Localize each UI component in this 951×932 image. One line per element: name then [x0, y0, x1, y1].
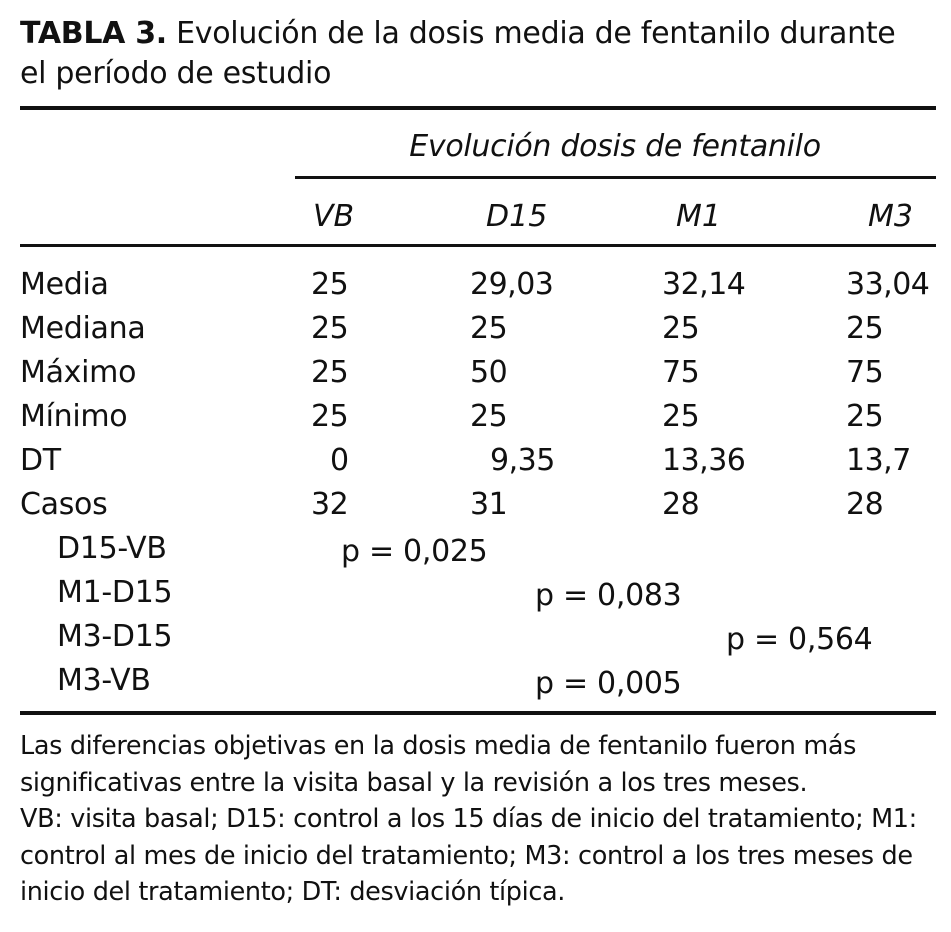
top-rule: [20, 106, 936, 110]
p-value-m3-d15: p = 0,564: [726, 622, 873, 657]
cell-minimo-m3: 25: [846, 399, 884, 434]
column-header-m3: M3: [868, 199, 913, 234]
cell-minimo-vb: 25: [311, 399, 349, 434]
cell-media-d15: 29,03: [470, 267, 554, 302]
cell-dt-m1: 13,36: [662, 443, 746, 478]
group-header-rule: [295, 176, 936, 179]
comparison-label-d15-vb: D15-VB: [57, 531, 167, 566]
cell-mediana-vb: 25: [311, 311, 349, 346]
comparison-label-m3-d15: M3-D15: [57, 619, 173, 654]
table-number: TABLA 3.: [20, 16, 167, 51]
cell-maximo-vb: 25: [311, 355, 349, 390]
header-rule: [20, 244, 936, 247]
group-header: Evolución dosis de fentanilo: [409, 129, 821, 164]
comparison-label-m1-d15: M1-D15: [57, 575, 173, 610]
comparison-label-m3-vb: M3-VB: [57, 663, 151, 698]
cell-dt-vb: 0: [330, 443, 349, 478]
cell-casos-m3: 28: [846, 487, 884, 522]
cell-casos-vb: 32: [311, 487, 349, 522]
row-label-minimo: Mínimo: [20, 399, 128, 434]
cell-mediana-d15: 25: [470, 311, 508, 346]
cell-mediana-m3: 25: [846, 311, 884, 346]
cell-media-vb: 25: [311, 267, 349, 302]
cell-casos-m1: 28: [662, 487, 700, 522]
cell-dt-d15: 9,35: [490, 443, 555, 478]
column-header-m1: M1: [676, 199, 721, 234]
footnote-abbreviations: VB: visita basal; D15: control a los 15 días de inicio del tratamiento; M1: control al mes de inicio del tratamiento; M3: control a los tres meses de inicio del tratamiento; DT: desviación típica.: [20, 804, 917, 907]
cell-minimo-m1: 25: [662, 399, 700, 434]
table-caption: [20, 14, 930, 94]
cell-maximo-m1: 75: [662, 355, 700, 390]
row-label-media: Media: [20, 267, 109, 302]
cell-minimo-d15: 25: [470, 399, 508, 434]
cell-mediana-m1: 25: [662, 311, 700, 346]
p-value-m3-vb: p = 0,005: [535, 666, 682, 701]
cell-maximo-m3: 75: [846, 355, 884, 390]
table-title: Evolución de la dosis media de fentanilo durante el período de estudio: [20, 16, 896, 91]
cell-maximo-d15: 50: [470, 355, 508, 390]
cell-casos-d15: 31: [470, 487, 508, 522]
column-header-d15: D15: [486, 199, 548, 234]
row-label-maximo: Máximo: [20, 355, 137, 390]
cell-media-m1: 32,14: [662, 267, 746, 302]
row-label-mediana: Mediana: [20, 311, 146, 346]
column-header-vb: VB: [313, 199, 355, 234]
p-value-m1-d15: p = 0,083: [535, 578, 682, 613]
table-footnote: [20, 728, 940, 911]
cell-media-m3: 33,04: [846, 267, 930, 302]
p-value-d15-vb: p = 0,025: [341, 534, 488, 569]
footnote-summary: Las diferencias objetivas en la dosis media de fentanilo fueron más significativas entre la visita basal y la revisión a los tres meses.: [20, 731, 857, 798]
bottom-rule: [20, 711, 936, 715]
cell-dt-m3: 13,7: [846, 443, 911, 478]
row-label-casos: Casos: [20, 487, 108, 522]
row-label-dt: DT: [20, 443, 61, 478]
